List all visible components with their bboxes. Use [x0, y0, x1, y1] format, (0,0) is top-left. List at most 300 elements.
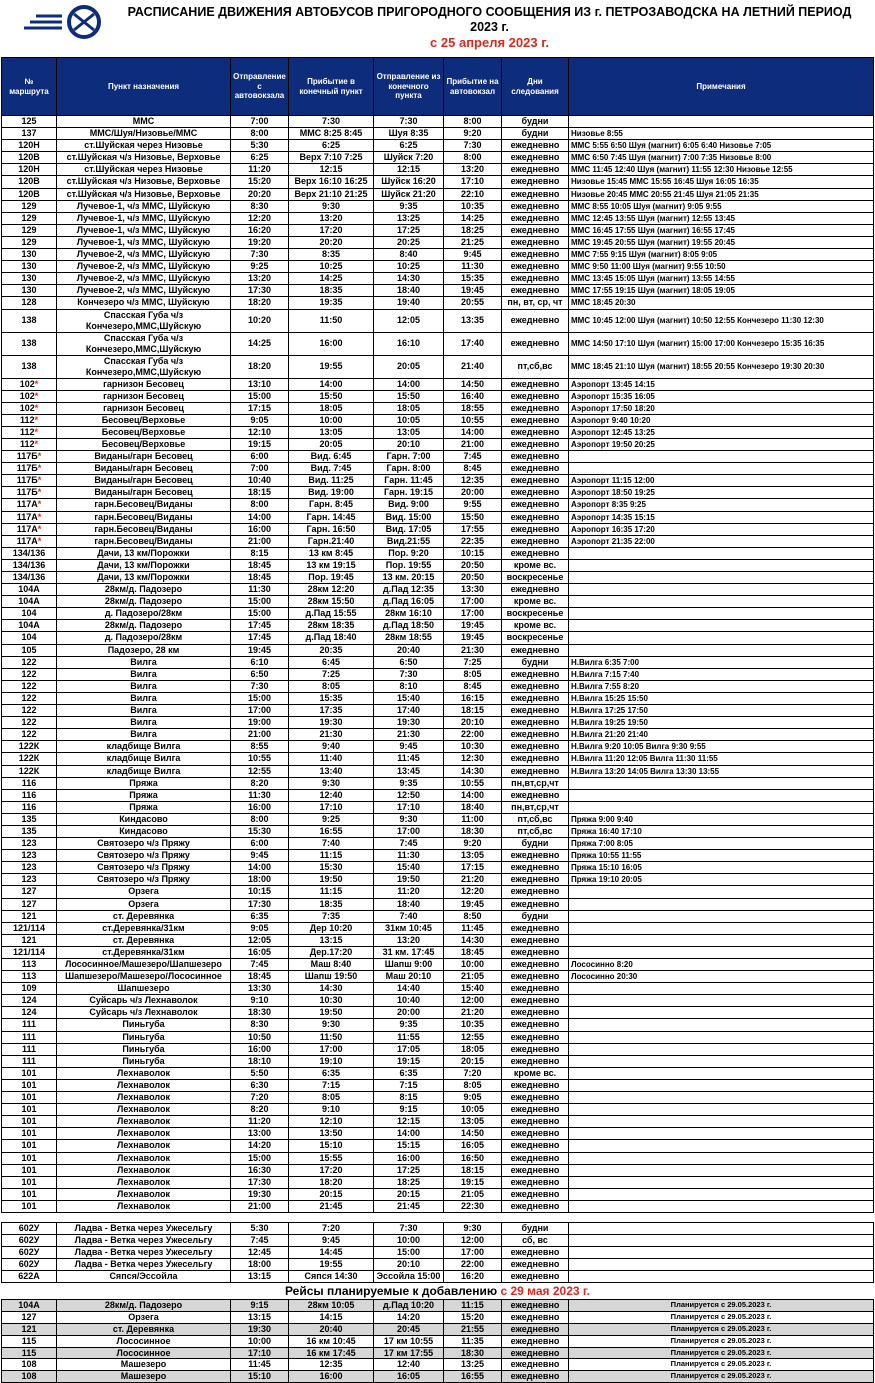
- days-cell: ежедневно: [502, 680, 569, 692]
- arrival-cell: 21:25: [444, 236, 502, 248]
- route-number-cell: 120В: [2, 176, 57, 188]
- departure-terminal-cell: 28км 16:10: [374, 608, 444, 620]
- departure-terminal-cell: 7:30: [374, 116, 444, 128]
- notes-cell: [569, 1043, 874, 1055]
- arrival-cell: 12:00: [444, 995, 502, 1007]
- departure-terminal-cell: 14:40: [374, 983, 444, 995]
- table-row: [2, 212, 874, 224]
- separator-cell: [57, 1212, 231, 1222]
- departure-cell: 11:30: [231, 584, 289, 596]
- table-row: [2, 765, 874, 777]
- departure-terminal-cell: 14:00: [374, 378, 444, 390]
- notes-cell: Пряжа 16:40 17:10: [569, 825, 874, 837]
- days-cell: ежедневно: [502, 753, 569, 765]
- arrival-terminal-cell: 14:00: [289, 378, 374, 390]
- days-cell: ежедневно: [502, 378, 569, 390]
- arrival-terminal-cell: 8:35: [289, 249, 374, 261]
- destination-cell: ст.Шуйская ч/з Низовье, Верховье: [57, 152, 231, 164]
- departure-cell: 5:50: [231, 1067, 289, 1079]
- table-row: [2, 801, 874, 813]
- destination-cell: Лучевое-2, ч/з ММС, Шуйскую: [57, 261, 231, 273]
- arrival-terminal-cell: 9:30: [289, 1019, 374, 1031]
- route-number-cell: 104А: [2, 620, 57, 632]
- destination-cell: Лучевое-1, ч/з ММС, Шуйскую: [57, 200, 231, 212]
- arrival-terminal-cell: 11:50: [289, 309, 374, 332]
- arrival-cell: 9:05: [444, 1092, 502, 1104]
- destination-cell: Машезеро: [57, 1359, 231, 1371]
- asterisk-mark: *: [37, 463, 42, 474]
- arrival-cell: 15:40: [444, 983, 502, 995]
- arrival-cell: 18:15: [444, 705, 502, 717]
- departure-cell: 17:30: [231, 898, 289, 910]
- arrival-terminal-cell: 7:30: [289, 116, 374, 128]
- days-cell: ежедневно: [502, 152, 569, 164]
- days-cell: ежедневно: [502, 414, 569, 426]
- days-cell: ежедневно: [502, 765, 569, 777]
- destination-cell: Ладва - Ветка через Ужесельгу: [57, 1222, 231, 1234]
- table-row: [2, 1007, 874, 1019]
- departure-terminal-cell: 13:05: [374, 426, 444, 438]
- arrival-cell: 14:50: [444, 378, 502, 390]
- notes-cell: [569, 451, 874, 463]
- arrival-terminal-cell: 11:40: [289, 753, 374, 765]
- destination-cell: Лучевое-2, ч/з ММС, Шуйскую: [57, 249, 231, 261]
- route-number-cell: 138: [2, 355, 57, 378]
- departure-terminal-cell: 19:15: [374, 1055, 444, 1067]
- arrival-cell: 16:55: [444, 1371, 502, 1383]
- departure-terminal-cell: 20:05: [374, 355, 444, 378]
- destination-cell: ст.Шуйская ч/з Низовье, Верховье: [57, 188, 231, 200]
- departure-terminal-cell: 6:25: [374, 140, 444, 152]
- departure-terminal-cell: 9:35: [374, 1019, 444, 1031]
- route-number-cell: 101: [2, 1092, 57, 1104]
- departure-cell: 11:30: [231, 789, 289, 801]
- table-row: [2, 535, 874, 547]
- table-row: [2, 1140, 874, 1152]
- arrival-terminal-cell: 7:35: [289, 910, 374, 922]
- notes-cell: Н.Вилга 7:15 7:40: [569, 668, 874, 680]
- arrival-cell: 13:05: [444, 1116, 502, 1128]
- asterisk-mark: *: [37, 511, 42, 522]
- route-number-cell: 117А*: [2, 523, 57, 535]
- departure-cell: 17:45: [231, 632, 289, 644]
- departure-cell: 20:20: [231, 188, 289, 200]
- departure-cell: 12:05: [231, 934, 289, 946]
- arrival-cell: 11:00: [444, 813, 502, 825]
- notes-cell: [569, 789, 874, 801]
- table-row: [2, 176, 874, 188]
- route-number-cell: 602У: [2, 1247, 57, 1259]
- arrival-cell: 20:55: [444, 297, 502, 309]
- arrival-cell: 13:20: [444, 164, 502, 176]
- table-row: [2, 1079, 874, 1091]
- separator-cell: [2, 1212, 57, 1222]
- days-cell: ежедневно: [502, 402, 569, 414]
- arrival-cell: 8:45: [444, 680, 502, 692]
- destination-cell: гарн.Бесовец/Виданы: [57, 499, 231, 511]
- destination-cell: Вилга: [57, 680, 231, 692]
- table-row: [2, 692, 874, 704]
- route-number-cell: 117А*: [2, 499, 57, 511]
- arrival-cell: 17:15: [444, 862, 502, 874]
- notes-cell: ММС 5:55 6:50 Шуя (магнит) 6:05 6:40 Низовье 7:05: [569, 140, 874, 152]
- route-number-cell: 602У: [2, 1259, 57, 1271]
- destination-cell: гарнизон Бесовец: [57, 378, 231, 390]
- table-row: [2, 297, 874, 309]
- days-cell: кроме вс.: [502, 1067, 569, 1079]
- notes-cell: Низовье 8:55: [569, 128, 874, 140]
- notes-cell: [569, 1007, 874, 1019]
- days-cell: ежедневно: [502, 164, 569, 176]
- departure-terminal-cell: Гарн. 7:00: [374, 451, 444, 463]
- arrival-terminal-cell: Гарн.21:40: [289, 535, 374, 547]
- table-row: [2, 523, 874, 535]
- table-row: [2, 1271, 874, 1283]
- arrival-terminal-cell: 18:35: [289, 285, 374, 297]
- departure-cell: 13:00: [231, 1128, 289, 1140]
- notes-cell: [569, 1247, 874, 1259]
- arrival-cell: 11:35: [444, 1335, 502, 1347]
- route-number-cell: 130: [2, 249, 57, 261]
- destination-cell: Спасская Губа ч/з Кончезеро,ММС,Шуйскую: [57, 332, 231, 355]
- arrival-terminal-cell: 9:10: [289, 1104, 374, 1116]
- notes-cell: ММС 7:55 9:15 Шуя (магнит) 8:05 9:05: [569, 249, 874, 261]
- arrival-terminal-cell: д.Пад 15:55: [289, 608, 374, 620]
- table-row: [2, 898, 874, 910]
- asterisk-mark: *: [34, 438, 39, 449]
- table-row: [2, 390, 874, 402]
- departure-cell: 19:30: [231, 1188, 289, 1200]
- arrival-terminal-cell: 14:15: [289, 1312, 374, 1324]
- arrival-cell: 7:30: [444, 140, 502, 152]
- route-number-cell: 108: [2, 1371, 57, 1383]
- route-number-cell: 129: [2, 200, 57, 212]
- departure-terminal-cell: 18:40: [374, 285, 444, 297]
- departure-cell: 19:15: [231, 438, 289, 450]
- notes-cell: [569, 1235, 874, 1247]
- route-number-cell: 123: [2, 850, 57, 862]
- table-row: [2, 668, 874, 680]
- departure-cell: 18:10: [231, 1055, 289, 1067]
- arrival-cell: 14:30: [444, 765, 502, 777]
- asterisk-mark: *: [37, 451, 42, 462]
- route-number-cell: 111: [2, 1043, 57, 1055]
- departure-terminal-cell: д.Пад 18:50: [374, 620, 444, 632]
- arrival-terminal-cell: 13:20: [289, 212, 374, 224]
- arrival-cell: 21:05: [444, 971, 502, 983]
- departure-terminal-cell: 13 км. 20:15: [374, 572, 444, 584]
- table-row: [2, 1152, 874, 1164]
- separator-cell: [289, 1212, 374, 1222]
- table-row: [2, 946, 874, 958]
- route-number-cell: 101: [2, 1079, 57, 1091]
- arrival-terminal-cell: 16 км 10:45: [289, 1335, 374, 1347]
- notes-cell: ММС 16:45 17:55 Шуя (магнит) 16:55 17:45: [569, 224, 874, 236]
- table-row: [2, 789, 874, 801]
- table-row: [2, 188, 874, 200]
- departure-terminal-cell: 11:30: [374, 850, 444, 862]
- table-row: [2, 1324, 874, 1336]
- notes-cell: [569, 1152, 874, 1164]
- days-cell: будни: [502, 1222, 569, 1234]
- route-number-cell: 101: [2, 1188, 57, 1200]
- table-row: [2, 850, 874, 862]
- notes-cell: Аэропорт 9:40 10:20: [569, 414, 874, 426]
- days-cell: ежедневно: [502, 1200, 569, 1212]
- route-number-cell: 129: [2, 236, 57, 248]
- notes-cell: [569, 620, 874, 632]
- departure-terminal-cell: Шуйск 7:20: [374, 152, 444, 164]
- separator-cell: [374, 1212, 444, 1222]
- days-cell: ежедневно: [502, 511, 569, 523]
- destination-cell: ст.Деревянка/31км: [57, 946, 231, 958]
- departure-cell: 5:30: [231, 1222, 289, 1234]
- arrival-cell: 19:45: [444, 620, 502, 632]
- days-cell: ежедневно: [502, 741, 569, 753]
- departure-cell: 12:20: [231, 212, 289, 224]
- arrival-cell: 14:25: [444, 212, 502, 224]
- departure-cell: 19:30: [231, 1324, 289, 1336]
- departure-terminal-cell: 9:35: [374, 200, 444, 212]
- days-cell: пн, вт, ср, чт: [502, 297, 569, 309]
- arrival-terminal-cell: 15:30: [289, 862, 374, 874]
- days-cell: ежедневно: [502, 1247, 569, 1259]
- arrival-cell: 17:55: [444, 523, 502, 535]
- notes-cell: [569, 1164, 874, 1176]
- departure-cell: 7:00: [231, 116, 289, 128]
- arrival-cell: 14:00: [444, 426, 502, 438]
- route-number-cell: 121: [2, 934, 57, 946]
- arrival-terminal-cell: Шапш 19:50: [289, 971, 374, 983]
- destination-cell: Святозеро ч/з Пряжу: [57, 874, 231, 886]
- arrival-cell: 7:45: [444, 451, 502, 463]
- arrival-cell: 19:45: [444, 898, 502, 910]
- destination-cell: Орзега: [57, 1312, 231, 1324]
- arrival-terminal-cell: 16 км 17:45: [289, 1347, 374, 1359]
- days-cell: ежедневно: [502, 332, 569, 355]
- departure-terminal-cell: 16:10: [374, 332, 444, 355]
- departure-cell: 15:20: [231, 176, 289, 188]
- departure-terminal-cell: 21:30: [374, 729, 444, 741]
- departure-cell: 21:00: [231, 729, 289, 741]
- departure-cell: 17:30: [231, 285, 289, 297]
- departure-terminal-cell: 17:40: [374, 705, 444, 717]
- destination-cell: Вилга: [57, 692, 231, 704]
- destination-cell: Лехнаволок: [57, 1152, 231, 1164]
- table-row: [2, 128, 874, 140]
- destination-cell: 28км/д. Падозеро: [57, 1300, 231, 1312]
- table-row: [2, 1359, 874, 1371]
- arrival-cell: 7:20: [444, 1067, 502, 1079]
- departure-cell: 12:55: [231, 765, 289, 777]
- arrival-cell: 21:20: [444, 874, 502, 886]
- notes-cell: [569, 1092, 874, 1104]
- route-number-cell: 602У: [2, 1235, 57, 1247]
- destination-cell: Пиньгуба: [57, 1031, 231, 1043]
- route-number-cell: 111: [2, 1031, 57, 1043]
- departure-cell: 9:15: [231, 1300, 289, 1312]
- arrival-terminal-cell: 11:50: [289, 1031, 374, 1043]
- departure-terminal-cell: 9:45: [374, 741, 444, 753]
- notes-cell: [569, 946, 874, 958]
- arrival-terminal-cell: 18:20: [289, 1176, 374, 1188]
- departure-terminal-cell: 7:15: [374, 1079, 444, 1091]
- destination-cell: Ладва - Ветка через Ужесельгу: [57, 1259, 231, 1271]
- destination-cell: Лехнаволок: [57, 1092, 231, 1104]
- destination-cell: Лехнаволок: [57, 1140, 231, 1152]
- arrival-cell: 10:35: [444, 200, 502, 212]
- departure-cell: 7:30: [231, 249, 289, 261]
- destination-cell: ст. Деревянка: [57, 910, 231, 922]
- notes-cell: Аэропорт 17:50 18:20: [569, 402, 874, 414]
- arrival-cell: 12:00: [444, 1235, 502, 1247]
- planned-title-text: Рейсы планируемые к добавлению: [284, 1284, 501, 1299]
- destination-cell: кладбище Вилга: [57, 741, 231, 753]
- days-cell: ежедневно: [502, 1104, 569, 1116]
- departure-terminal-cell: 15:40: [374, 862, 444, 874]
- destination-cell: Лехнаволок: [57, 1176, 231, 1188]
- table-row: [2, 547, 874, 559]
- notes-cell: Аэропорт 15:35 16:05: [569, 390, 874, 402]
- notes-cell: [569, 898, 874, 910]
- departure-terminal-cell: 8:15: [374, 1092, 444, 1104]
- destination-cell: ст.Шуйская через Низовье: [57, 164, 231, 176]
- destination-cell: Лучевое-2, ч/з ММС, Шуйскую: [57, 273, 231, 285]
- table-row: [2, 451, 874, 463]
- days-cell: ежедневно: [502, 983, 569, 995]
- asterisk-mark: *: [37, 487, 42, 498]
- arrival-cell: 15:20: [444, 1312, 502, 1324]
- days-cell: ежедневно: [502, 249, 569, 261]
- destination-cell: кладбище Вилга: [57, 753, 231, 765]
- route-number-cell: 101: [2, 1200, 57, 1212]
- destination-cell: Вилга: [57, 668, 231, 680]
- departure-terminal-cell: 20:45: [374, 1324, 444, 1336]
- destination-cell: 28км/д. Падозеро: [57, 620, 231, 632]
- arrival-terminal-cell: Вид. 19:00: [289, 487, 374, 499]
- days-cell: ежедневно: [502, 971, 569, 983]
- table-row: [2, 838, 874, 850]
- arrival-terminal-cell: 17:00: [289, 1043, 374, 1055]
- asterisk-mark: *: [34, 402, 39, 413]
- destination-cell: ММС/Шуя/Низовье/ММС: [57, 128, 231, 140]
- arrival-terminal-cell: 8:05: [289, 680, 374, 692]
- destination-cell: Спасская Губа ч/з Кончезеро,ММС,Шуйскую: [57, 309, 231, 332]
- destination-cell: Пряжа: [57, 789, 231, 801]
- departure-terminal-cell: 18:40: [374, 898, 444, 910]
- destination-cell: кладбище Вилга: [57, 765, 231, 777]
- asterisk-mark: *: [34, 390, 39, 401]
- departure-terminal-cell: 19:30: [374, 717, 444, 729]
- notes-cell: Планируется с 29.05.2023 г.: [569, 1335, 874, 1347]
- arrival-cell: 20:50: [444, 559, 502, 571]
- arrival-terminal-cell: 13:15: [289, 934, 374, 946]
- title-date: с 25 апреля 2023 г.: [430, 35, 549, 50]
- table-row: [2, 1200, 874, 1212]
- days-cell: ежедневно: [502, 1259, 569, 1271]
- days-cell: ежедневно: [502, 1271, 569, 1283]
- notes-cell: [569, 1259, 874, 1271]
- table-row: [2, 705, 874, 717]
- arrival-cell: 18:30: [444, 1347, 502, 1359]
- table-row: [2, 1222, 874, 1234]
- notes-cell: ММС 14:50 17:10 Шуя (магнит) 15:00 17:00 Кончезеро 15:35 16:35: [569, 332, 874, 355]
- notes-cell: Пряжа 15:10 16:05: [569, 862, 874, 874]
- route-number-cell: 121/114: [2, 946, 57, 958]
- route-number-cell: 135: [2, 813, 57, 825]
- arrival-terminal-cell: 17:20: [289, 224, 374, 236]
- days-cell: ежедневно: [502, 499, 569, 511]
- departure-cell: 15:00: [231, 1152, 289, 1164]
- table-row: [2, 355, 874, 378]
- table-row: [2, 426, 874, 438]
- departure-cell: 12:45: [231, 1247, 289, 1259]
- destination-cell: Лососинное/Машезеро/Шапшезеро: [57, 959, 231, 971]
- arrival-terminal-cell: Верх 16:10 16:25: [289, 176, 374, 188]
- destination-cell: Дачи, 13 км/Порожки: [57, 559, 231, 571]
- route-number-cell: 101: [2, 1116, 57, 1128]
- table-row: [2, 729, 874, 741]
- destination-cell: Шапшезеро/Машезеро/Лососинное: [57, 971, 231, 983]
- departure-terminal-cell: 15:15: [374, 1140, 444, 1152]
- arrival-terminal-cell: 28км 12:20: [289, 584, 374, 596]
- destination-cell: Виданы/гарн Бесовец: [57, 475, 231, 487]
- route-number-cell: 122: [2, 717, 57, 729]
- arrival-cell: 9:45: [444, 249, 502, 261]
- days-cell: ежедневно: [502, 487, 569, 499]
- arrival-cell: 9:20: [444, 128, 502, 140]
- notes-cell: [569, 777, 874, 789]
- notes-cell: Аэропорт 21:35 22:00: [569, 535, 874, 547]
- arrival-terminal-cell: Дер 10:20: [289, 922, 374, 934]
- section-separator: [2, 1212, 874, 1222]
- arrival-cell: 16:05: [444, 1140, 502, 1152]
- departure-terminal-cell: Шуя 8:35: [374, 128, 444, 140]
- days-cell: ежедневно: [502, 1092, 569, 1104]
- departure-cell: 8:55: [231, 741, 289, 753]
- notes-cell: [569, 922, 874, 934]
- days-cell: ежедневно: [502, 1079, 569, 1091]
- departure-terminal-cell: Вид. 17:05: [374, 523, 444, 535]
- arrival-terminal-cell: 21:45: [289, 1200, 374, 1212]
- arrival-cell: 22:00: [444, 729, 502, 741]
- notes-cell: Аэропорт 14:35 15:15: [569, 511, 874, 523]
- departure-terminal-cell: 17:10: [374, 801, 444, 813]
- departure-terminal-cell: 19:40: [374, 297, 444, 309]
- departure-terminal-cell: д.Пад 10:20: [374, 1300, 444, 1312]
- departure-terminal-cell: 31км 10:45: [374, 922, 444, 934]
- arrival-cell: 8:00: [444, 152, 502, 164]
- route-number-cell: 112*: [2, 426, 57, 438]
- departure-terminal-cell: 14:30: [374, 273, 444, 285]
- arrival-cell: 19:15: [444, 1176, 502, 1188]
- arrival-terminal-cell: 20:35: [289, 644, 374, 656]
- days-cell: ежедневно: [502, 535, 569, 547]
- route-number-cell: 122: [2, 705, 57, 717]
- days-cell: ежедневно: [502, 584, 569, 596]
- table-row: [2, 1259, 874, 1271]
- destination-cell: Бесовец/Верховье: [57, 438, 231, 450]
- table-row: [2, 1019, 874, 1031]
- notes-cell: [569, 608, 874, 620]
- route-number-cell: 138: [2, 309, 57, 332]
- days-cell: ежедневно: [502, 946, 569, 958]
- arrival-terminal-cell: 7:25: [289, 668, 374, 680]
- destination-cell: Виданы/гарн Бесовец: [57, 451, 231, 463]
- days-cell: кроме вс.: [502, 596, 569, 608]
- route-number-cell: 122: [2, 668, 57, 680]
- days-cell: ежедневно: [502, 1324, 569, 1336]
